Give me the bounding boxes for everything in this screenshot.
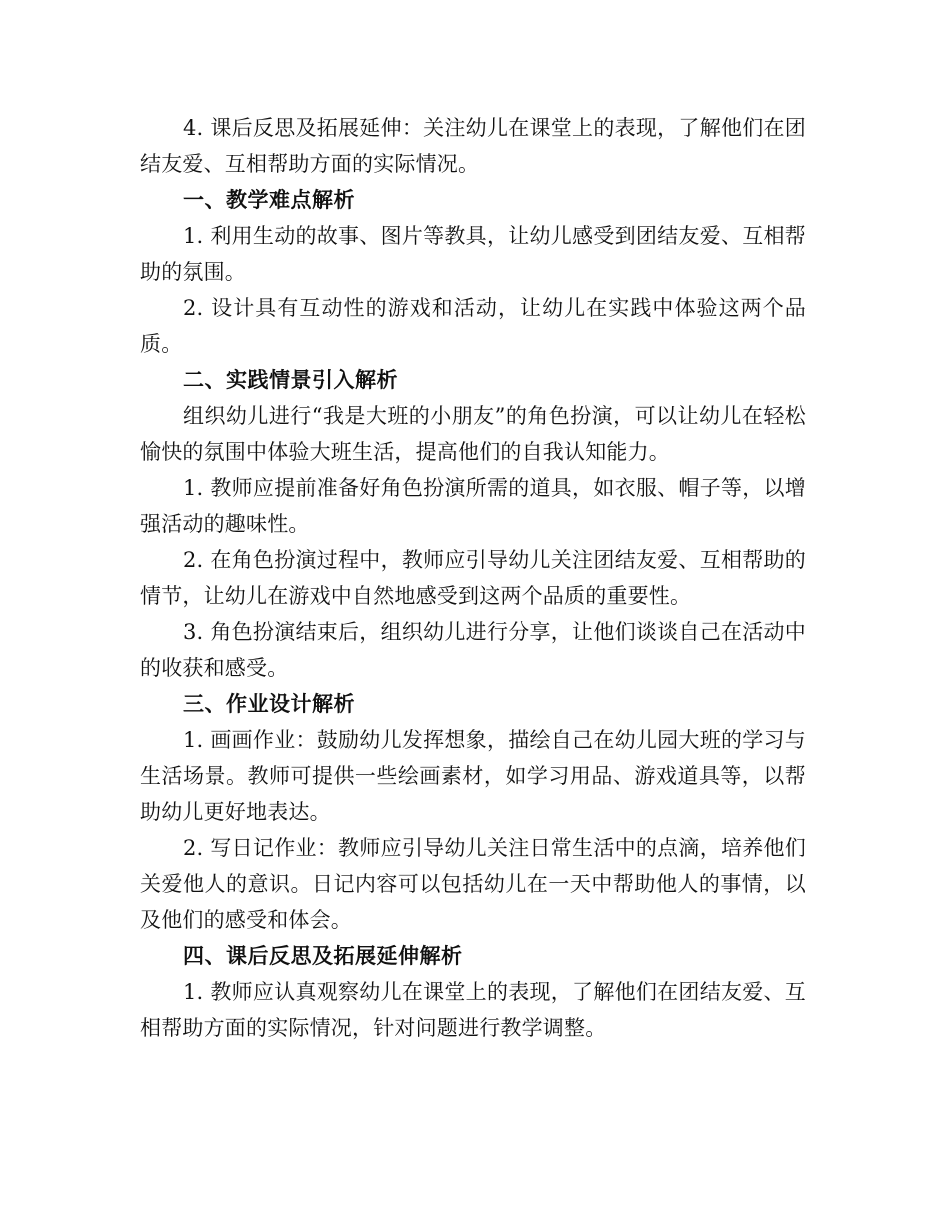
section1-item-2: 2. 设计具有互动性的游戏和活动，让幼儿在实践中体验这两个品质。 [140, 296, 806, 356]
section2-item-1: 1. 教师应提前准备好角色扮演所需的道具，如衣服、帽子等，以增强活动的趣味性。 [140, 476, 806, 536]
section-heading-2: 二、实践情景引入解析 [183, 367, 398, 392]
section3-item-2: 2. 写日记作业：教师应引导幼儿关注日常生活中的点滴，培养他们关爱他人的意识。日记内容可以包括幼儿在一天中帮助他人的事情，以及他们的感受和体会。 [140, 836, 806, 932]
section-heading-1: 一、教学难点解析 [183, 187, 355, 212]
section1-item-1: 1. 利用生动的故事、图片等教具，让幼儿感受到团结友爱、互相帮助的氛围。 [140, 224, 806, 284]
section2-item-2: 2. 在角色扮演过程中，教师应引导幼儿关注团结友爱、互相帮助的情节，让幼儿在游戏中自然地感受到这两个品质的重要性。 [140, 548, 806, 608]
document-page [140, 110, 806, 1046]
section2-item-3: 3. 角色扮演结束后，组织幼儿进行分享，让他们谈谈自己在活动中的收获和感受。 [140, 620, 806, 680]
section3-item-1: 1. 画画作业：鼓励幼儿发挥想象，描绘自己在幼儿园大班的学习与生活场景。教师可提供一些绘画素材，如学习用品、游戏道具等，以帮助幼儿更好地表达。 [140, 728, 806, 824]
section4-item-1: 1. 教师应认真观察幼儿在课堂上的表现，了解他们在团结友爱、互相帮助方面的实际情况，针对问题进行教学调整。 [140, 980, 806, 1040]
section2-intro: 组织幼儿进行“我是大班的小朋友”的角色扮演，可以让幼儿在轻松愉快的氛围中体验大班生活，提高他们的自我认知能力。 [140, 404, 806, 464]
section-heading-4: 四、课后反思及拓展延伸解析 [183, 943, 463, 968]
section-heading-3: 三、作业设计解析 [183, 691, 355, 716]
paragraph-intro-4: 4. 课后反思及拓展延伸：关注幼儿在课堂上的表现，了解他们在团结友爱、互相帮助方面的实际情况。 [140, 116, 806, 176]
